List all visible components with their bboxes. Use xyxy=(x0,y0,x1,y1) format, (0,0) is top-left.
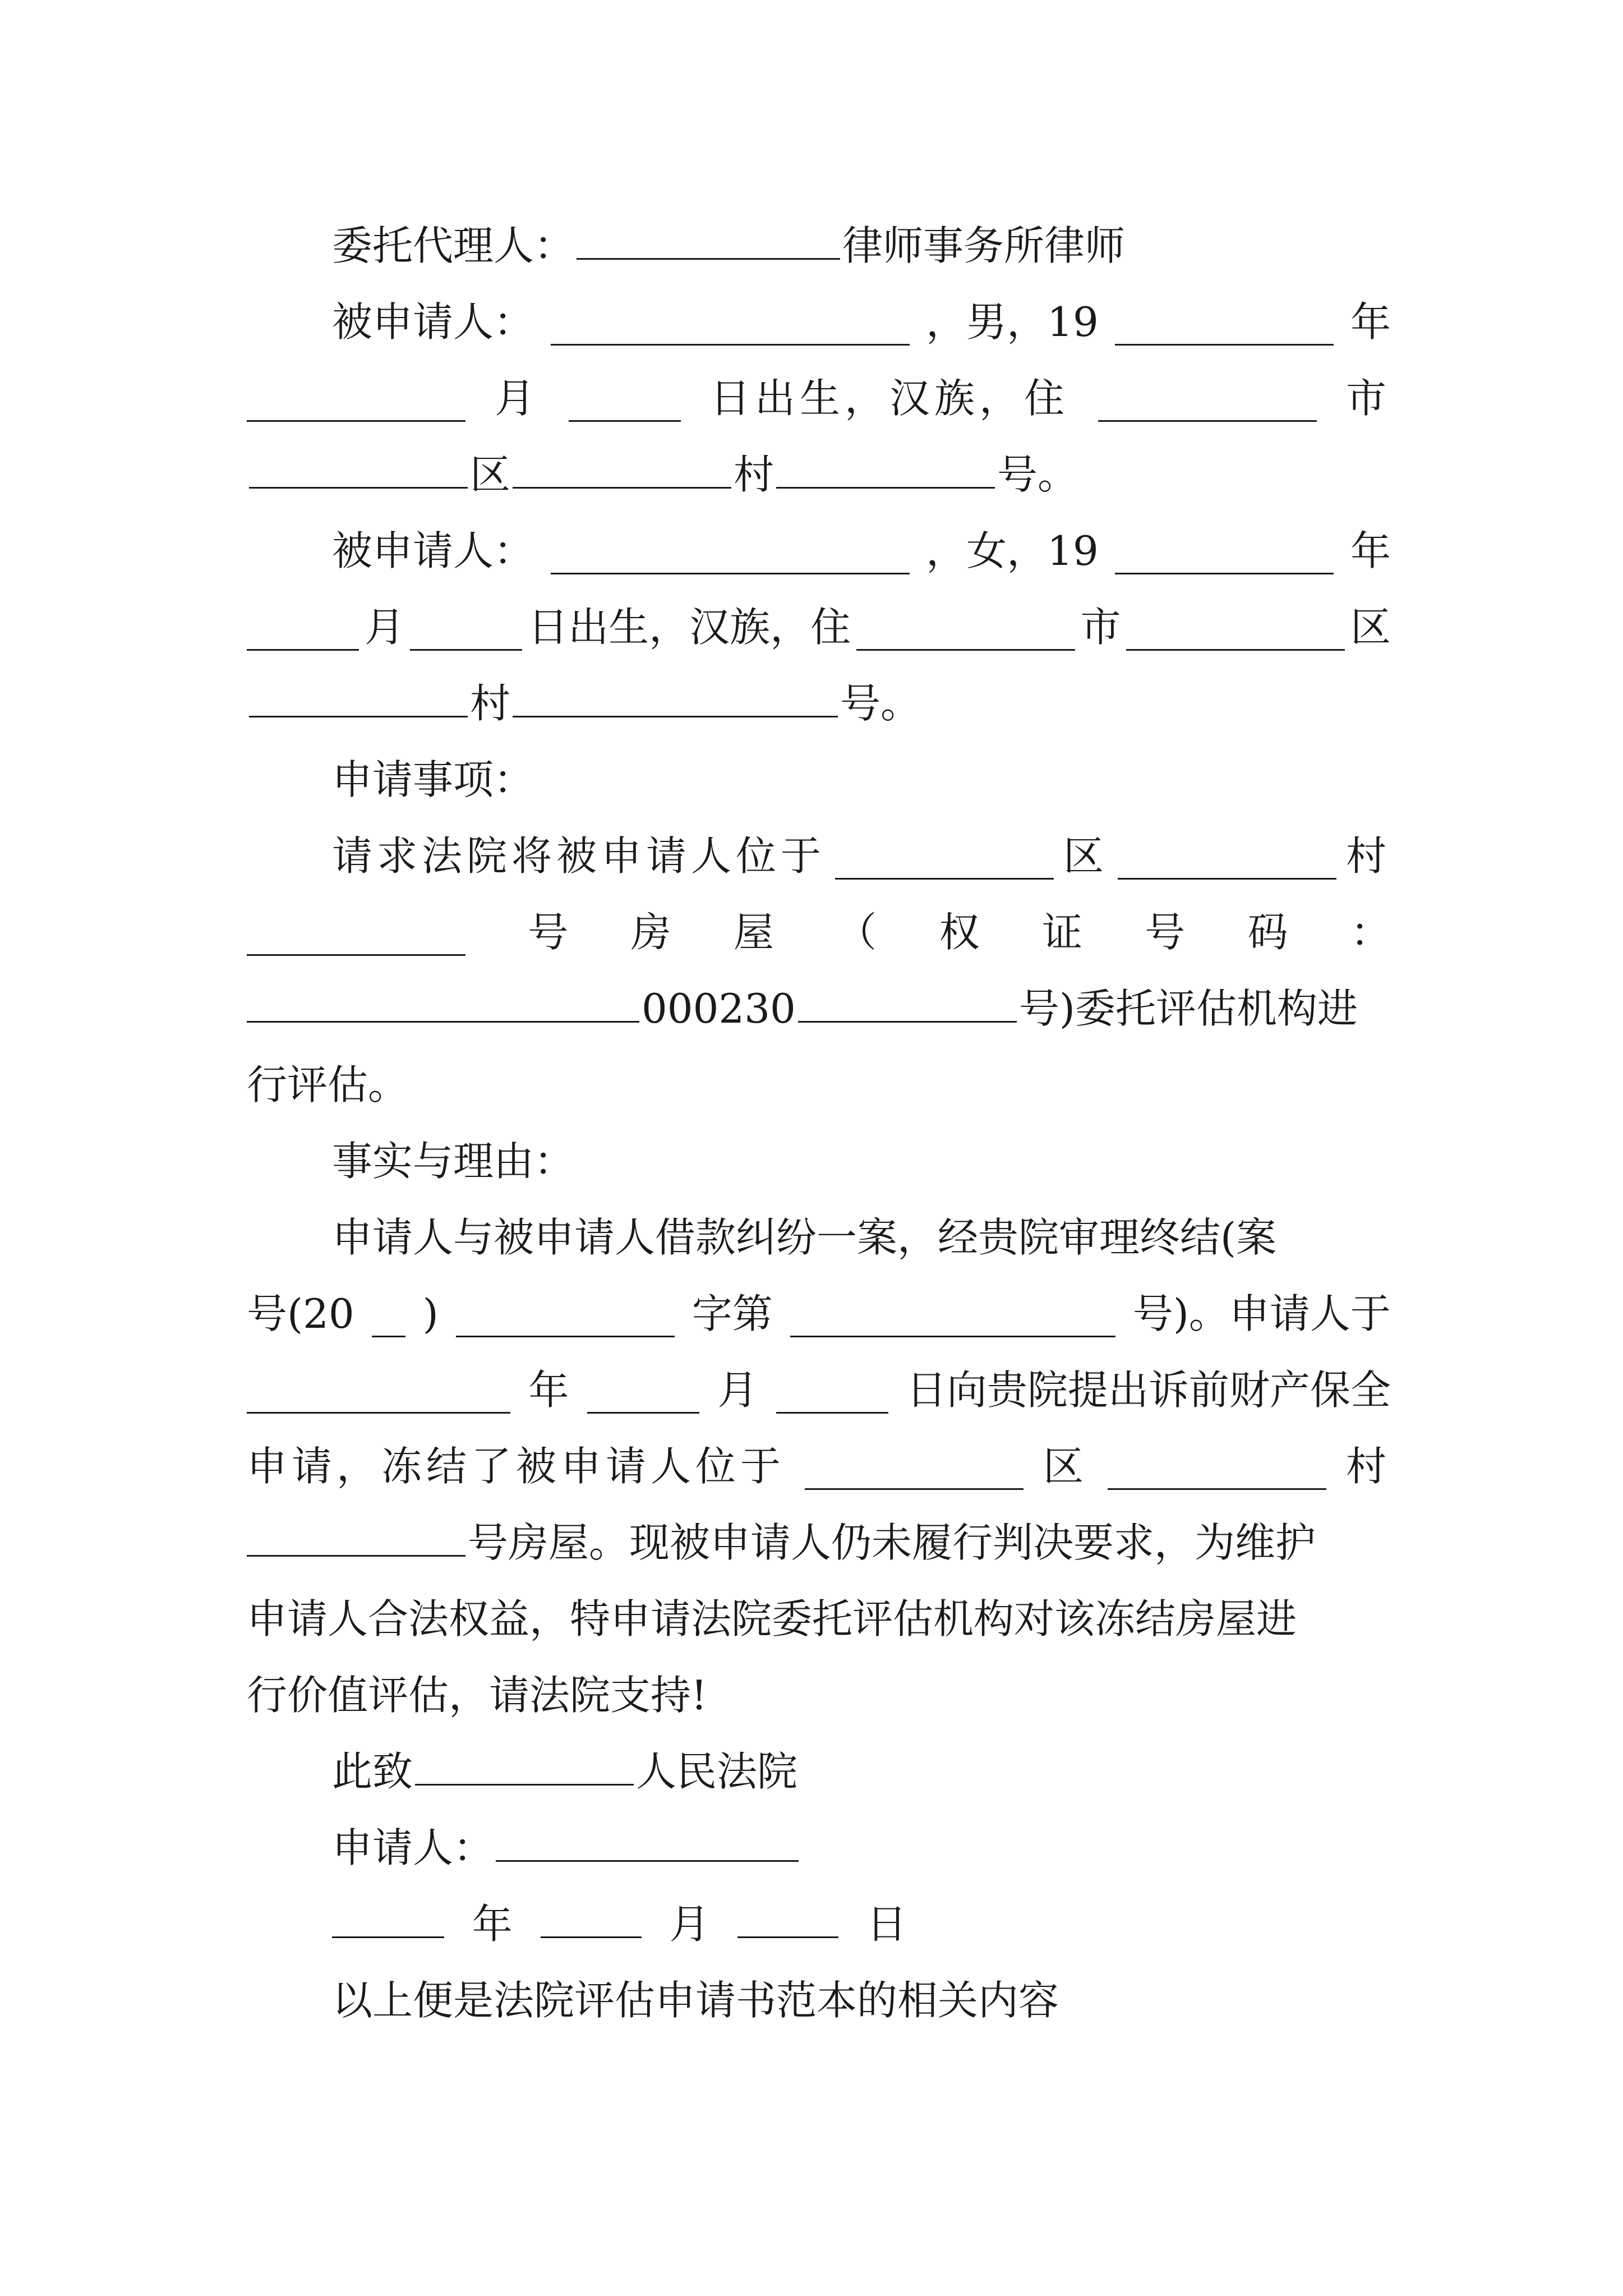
blank xyxy=(249,706,468,717)
respondent2-line3 xyxy=(247,665,1391,742)
blank xyxy=(805,1478,1023,1490)
request-heading: 申请事项： xyxy=(332,756,534,803)
blank xyxy=(798,1011,1017,1023)
request-char: （ xyxy=(836,909,877,956)
respondent2-line1 xyxy=(247,513,1391,589)
request-text: 请求法院将被申请人位于 xyxy=(332,832,826,880)
applicant-signature-line xyxy=(247,1810,1391,1886)
date-year: 年 xyxy=(528,1366,569,1414)
respondent2-gender: ，女，19 xyxy=(926,527,1099,574)
blank xyxy=(415,1774,634,1786)
facts-line5 xyxy=(247,1504,1391,1581)
blank xyxy=(1115,334,1334,346)
request-line3 xyxy=(247,970,1391,1047)
request-char: ： xyxy=(1350,909,1391,956)
blank xyxy=(247,1011,639,1023)
sign-month: 月 xyxy=(669,1901,710,1948)
summary-line: 以上便是法院评估申请书范本的相关内容 xyxy=(332,1977,1059,2024)
sign-day: 日 xyxy=(866,1901,907,1948)
agent-label: 委托代理人： xyxy=(332,222,575,269)
facts-line2 xyxy=(247,1276,1391,1352)
court-name-suffix: 人民法院 xyxy=(636,1748,798,1795)
blank xyxy=(856,639,1075,651)
blank xyxy=(247,639,359,651)
certificate-code: 000230 xyxy=(642,985,796,1032)
blank xyxy=(1108,1478,1326,1490)
request-char: 码 xyxy=(1247,909,1288,956)
blank xyxy=(1098,410,1317,422)
blank xyxy=(513,477,731,489)
salutation: 此致 xyxy=(332,1748,413,1795)
blank xyxy=(247,944,465,956)
facts-district: 区 xyxy=(1043,1443,1088,1490)
request-line1 xyxy=(247,818,1391,894)
case-year-prefix: 号(20 xyxy=(247,1290,354,1337)
respondent1-month: 月 xyxy=(494,375,540,422)
blank xyxy=(790,1326,1115,1337)
respondent2-birth: 日出生，汉族，住 xyxy=(528,604,851,651)
respondent2-district: 区 xyxy=(1350,604,1391,651)
blank xyxy=(835,868,1054,880)
blank xyxy=(372,1326,405,1337)
blank xyxy=(551,563,910,574)
facts-line7: 行价值评估，请法院支持! xyxy=(247,1672,707,1719)
blank xyxy=(247,410,465,422)
salutation-line xyxy=(247,1733,1391,1810)
respondent1-label: 被申请人： xyxy=(332,298,534,346)
blank xyxy=(332,1926,444,1938)
request-text-tail: 号)委托评估机构进 xyxy=(1018,985,1358,1032)
respondent1-year: 年 xyxy=(1350,298,1391,346)
blank xyxy=(776,1402,888,1414)
facts-line6: 申请人合法权益，特申请法院委托评估机构对该冻结房屋进 xyxy=(247,1595,1297,1642)
request-village: 村 xyxy=(1345,832,1391,880)
respondent1-gender: ，男，19 xyxy=(926,298,1099,346)
sign-year: 年 xyxy=(472,1901,513,1948)
request-char: 号 xyxy=(528,909,569,956)
respondent2-line2 xyxy=(247,589,1391,665)
respondent1-birth: 日出生，汉族，住 xyxy=(709,375,1069,422)
respondent2-village: 村 xyxy=(470,680,511,727)
respondent2-month: 月 xyxy=(364,604,405,651)
facts-heading: 事实与理由： xyxy=(332,1138,575,1185)
respondent1-line1 xyxy=(247,284,1391,360)
respondent2-year: 年 xyxy=(1350,527,1391,574)
date-month: 月 xyxy=(717,1366,758,1414)
blank xyxy=(456,1326,675,1337)
respondent1-village: 村 xyxy=(734,451,774,498)
respondent1-line3 xyxy=(247,436,1391,513)
respondent2-label: 被申请人： xyxy=(332,527,534,574)
request-char: 屋 xyxy=(733,909,774,956)
agent-suffix: 律师事务所律师 xyxy=(842,222,1126,269)
blank xyxy=(776,477,995,489)
respondent1-district: 区 xyxy=(470,451,511,498)
facts-line3 xyxy=(247,1352,1391,1428)
request-district: 区 xyxy=(1063,832,1108,880)
respondent1-line2 xyxy=(247,360,1391,436)
agent-line xyxy=(247,208,1391,284)
case-paren: ) xyxy=(422,1290,439,1337)
facts-text: 号房屋。现被申请人仍未履行判决要求，为维护 xyxy=(468,1519,1316,1566)
blank xyxy=(541,1926,642,1938)
facts-line1: 申请人与被申请人借款纠纷一案，经贵院审理终结(案 xyxy=(332,1214,1277,1261)
applicant-label: 申请人： xyxy=(332,1824,494,1871)
facts-line4 xyxy=(247,1428,1391,1504)
blank xyxy=(737,1926,838,1938)
request-char: 房 xyxy=(630,909,671,956)
blank xyxy=(410,639,522,651)
blank xyxy=(247,1545,465,1557)
blank xyxy=(1115,563,1334,574)
blank xyxy=(247,1402,510,1414)
facts-text: 申请，冻结了被申请人位于 xyxy=(247,1443,786,1490)
respondent2-number: 号。 xyxy=(840,680,921,727)
respondent1-number: 号。 xyxy=(997,451,1078,498)
blank xyxy=(249,477,468,489)
request-char: 证 xyxy=(1041,909,1082,956)
blank xyxy=(551,334,910,346)
request-line2 xyxy=(247,894,1391,970)
facts-village: 村 xyxy=(1345,1443,1391,1490)
blank xyxy=(587,1402,699,1414)
blank xyxy=(1126,639,1345,651)
blank xyxy=(1118,868,1336,880)
case-tail: 号)。申请人于 xyxy=(1132,1290,1391,1337)
blank xyxy=(496,1850,799,1862)
respondent2-city: 市 xyxy=(1080,604,1121,651)
request-char: 号 xyxy=(1145,909,1186,956)
date-day-text: 日向贵院提出诉前财产保全 xyxy=(906,1366,1391,1414)
case-word: 字第 xyxy=(691,1290,773,1337)
request-line4: 行评估。 xyxy=(247,1061,409,1108)
blank xyxy=(569,410,681,422)
signature-date-line xyxy=(247,1886,1391,1962)
respondent1-city: 市 xyxy=(1345,375,1391,422)
request-char: 权 xyxy=(939,909,980,956)
blank xyxy=(513,706,838,717)
blank xyxy=(577,248,840,260)
